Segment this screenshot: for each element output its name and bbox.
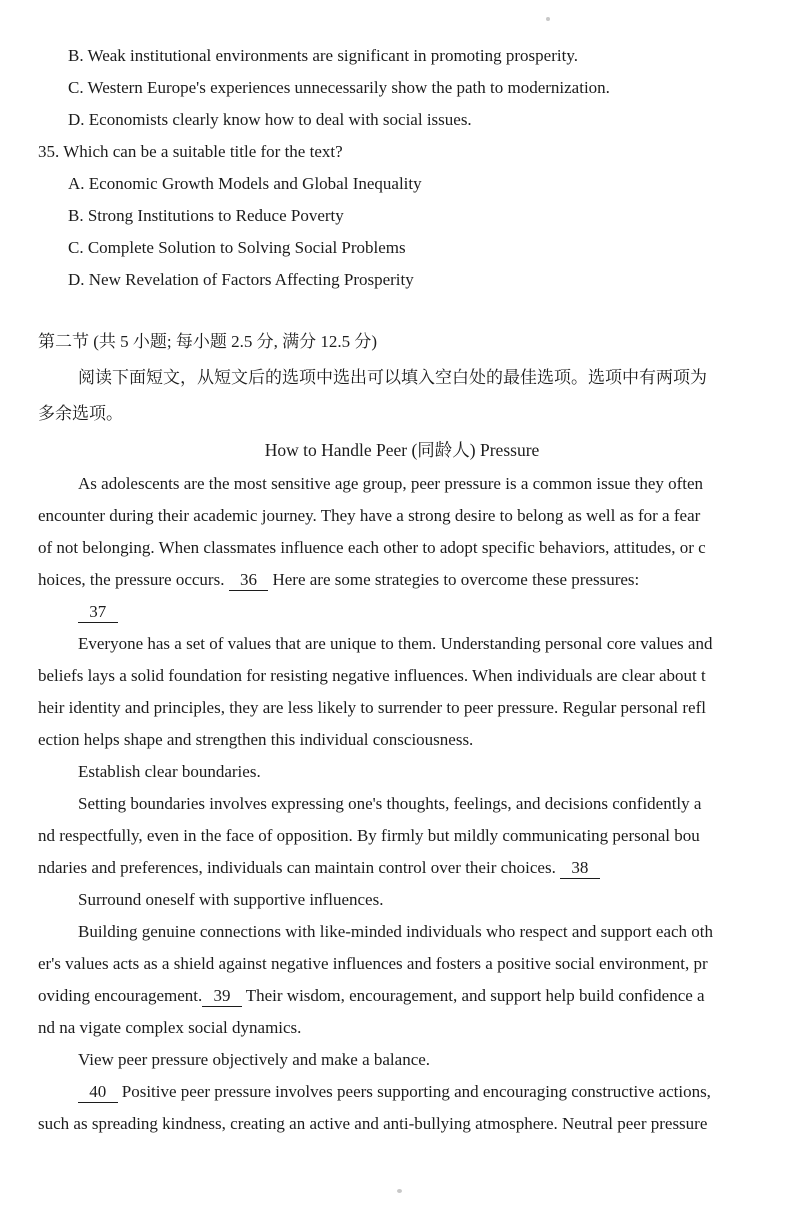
- passage-line: heir identity and principles, they are less likely to surrender to peer pressure. Regular personal refl: [38, 698, 706, 717]
- passage-line: ection helps shape and strengthen this individual consciousness.: [38, 730, 474, 749]
- passage-title: How to Handle Peer (同龄人) Pressure: [264, 440, 540, 460]
- blank-38: 38: [560, 858, 600, 879]
- option-line-c: C. Complete Solution to Solving Social Problems: [68, 238, 406, 257]
- passage-line: hoices, the pressure occurs. 36 Here are some strategies to overcome these pressures:: [38, 570, 640, 589]
- passage-line: such as spreading kindness, creating an active and anti-bullying atmosphere. Neutral peer pressure: [38, 1114, 708, 1133]
- blank-37: 37: [78, 602, 118, 623]
- scan-artifact: [397, 1189, 402, 1193]
- passage-line: Everyone has a set of values that are unique to them. Understanding personal core values and: [78, 634, 713, 653]
- option-line-b: B. Strong Institutions to Reduce Poverty: [68, 206, 344, 225]
- blank-39: 39: [202, 986, 242, 1007]
- passage-line: beliefs lays a solid foundation for resisting negative influences. When individuals are clear about t: [38, 666, 706, 685]
- passage-line: encounter during their academic journey. They have a strong desire to belong as well as for a fear: [38, 506, 701, 525]
- blank-40: 40: [78, 1082, 118, 1103]
- passage-body: [38, 468, 766, 1140]
- passage-line: oviding encouragement. 39 Their wisdom, encouragement, and support help build confidence a: [38, 986, 705, 1005]
- passage-line: nd respectfully, even in the face of opposition. By firmly but mildly communicating personal bou: [38, 826, 700, 845]
- blank-36: 36: [229, 570, 269, 591]
- question-35-options: [38, 168, 766, 296]
- option-line-c: C. Western Europe's experiences unnecessarily show the path to modernization.: [68, 78, 610, 97]
- option-line-a: A. Economic Growth Models and Global Inequality: [68, 174, 422, 193]
- scan-artifact: [546, 17, 550, 21]
- instruction-line: 多余选项。: [38, 404, 123, 423]
- passage-line: Surround oneself with supportive influences.: [78, 890, 384, 909]
- question-34-options: [38, 40, 766, 136]
- instruction-line: 阅读下面短文，从短文后的选项中选出可以填入空白处的最佳选项。选项中有两项为: [78, 368, 707, 387]
- option-line-d: D. New Revelation of Factors Affecting Prosperity: [68, 270, 414, 289]
- passage-line: Setting boundaries involves expressing one's thoughts, feelings, and decisions confidently a: [78, 794, 702, 813]
- passage-line: nd na vigate complex social dynamics.: [38, 1018, 302, 1037]
- option-line-b: B. Weak institutional environments are significant in promoting prosperity.: [68, 46, 578, 65]
- option-line-d: D. Economists clearly know how to deal with social issues.: [68, 110, 472, 129]
- passage-line: As adolescents are the most sensitive age group, peer pressure is a common issue they often: [78, 474, 704, 493]
- passage-line: 40 Positive peer pressure involves peers supporting and encouraging constructive actions,: [38, 1076, 766, 1108]
- passage-line: of not belonging. When classmates influence each other to adopt specific behaviors, attitudes, or c: [38, 538, 706, 557]
- passage-line: Building genuine connections with like-minded individuals who respect and support each oth: [78, 922, 714, 941]
- passage-line: [38, 596, 766, 628]
- passage-line: er's values acts as a shield against negative influences and fosters a positive social environment, pr: [38, 954, 708, 973]
- passage-line: Establish clear boundaries.: [78, 762, 261, 781]
- question-35-stem: 35. Which can be a suitable title for the text?: [38, 142, 343, 161]
- passage-line: ndaries and preferences, individuals can maintain control over their choices. 38: [38, 852, 766, 884]
- section-two-header: 第二节 (共 5 小题; 每小题 2.5 分, 满分 12.5 分): [38, 332, 378, 351]
- passage-line: View peer pressure objectively and make a balance.: [78, 1050, 431, 1069]
